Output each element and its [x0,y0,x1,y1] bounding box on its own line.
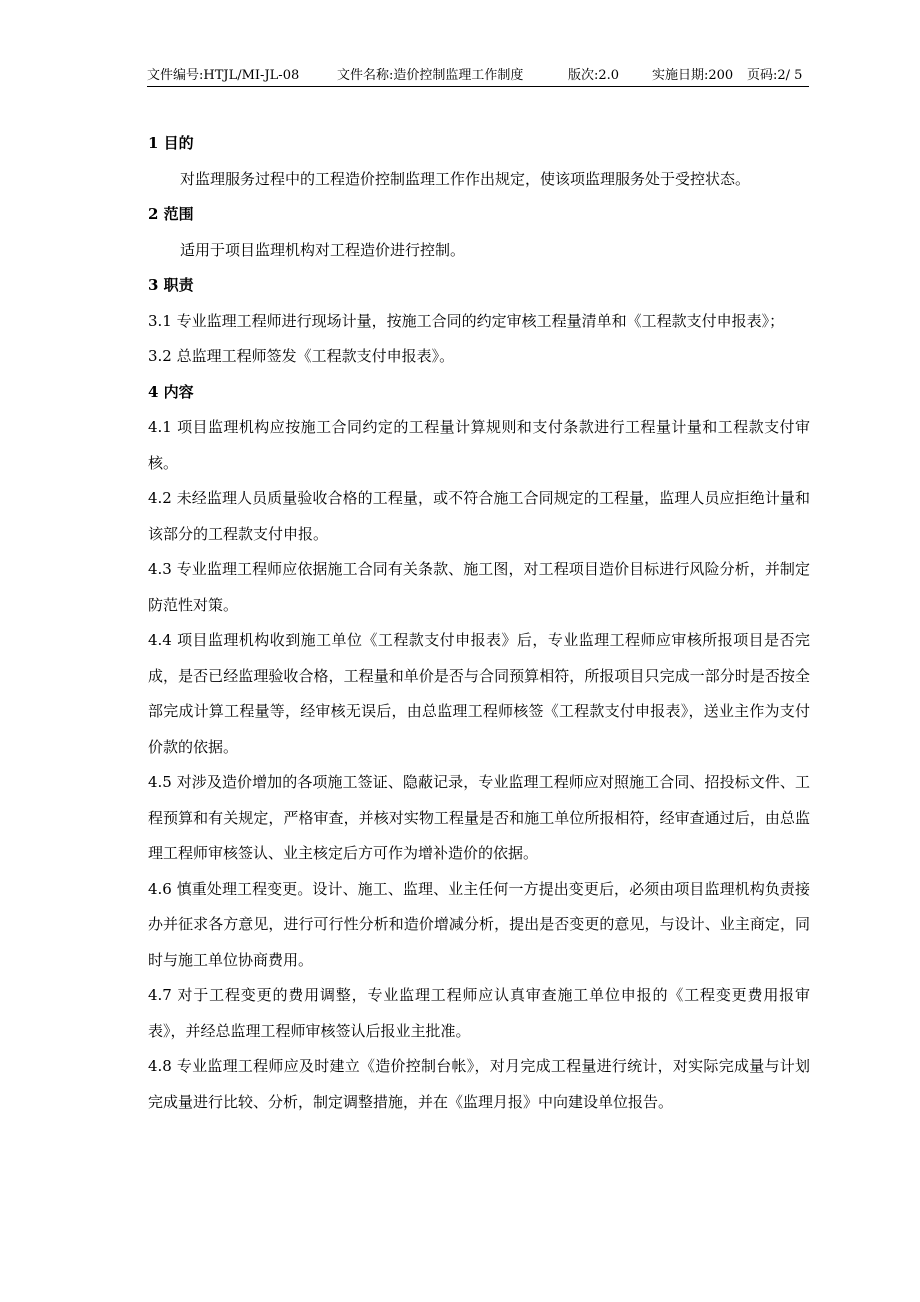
header-document-name: 文件名称:造价控制监理工作制度 [337,68,524,83]
header-version: 版次:2.0 [568,68,620,83]
paragraph-4-6: 4.6 慎重处理工程变更。设计、施工、监理、业主任何一方提出变更后，必须由项目监理机构负责接办并征求各方意见，进行可行性分析和造价增减分析，提出是否变更的意见，与设计、业主商定，同时与施工单位协商费用。 [148,879,810,969]
section-heading-responsibilities: 3 职责 [148,276,194,294]
header-page-number: 页码:2/ 5 [747,68,803,83]
paragraph-4-2: 4.2 未经监理人员质量验收合格的工程量，或不符合施工合同规定的工程量，监理人员应拒绝计量和该部分的工程款支付申报。 [148,489,810,543]
paragraph-4-1: 4.1 项目监理机构应按施工合同约定的工程量计算规则和支付条款进行工程量计量和工程款支付审核。 [148,418,810,472]
header-effective-date: 实施日期:200 [652,68,734,83]
section-heading-purpose: 1 目的 [148,134,194,152]
document-body [148,126,810,1120]
section-heading-content: 4 内容 [148,382,194,401]
paragraph-4-7: 4.7 对于工程变更的费用调整，专业监理工程师应认真审查施工单位申报的《工程变更费用报审表》，并经总监理工程师审核签认后报业主批准。 [148,986,810,1040]
paragraph: 对监理服务过程中的工程造价控制监理工作作出规定，使该项监理服务处于受控状态。 [180,169,751,188]
paragraph-4-3: 4.3 专业监理工程师应依据施工合同有关条款、施工图，对工程项目造价目标进行风险分析，并制定防范性对策。 [148,560,810,614]
paragraph-4-4: 4.4 项目监理机构收到施工单位《工程款支付申报表》后，专业监理工程师应审核所报项目是否完成，是否已经监理验收合格，工程量和单价是否与合同预算相符，所报项目只完成一部分时是否按全部完成计算工程量等，经审核无误后，由总监理工程师核签《工程款支付申报表》，送业主作为支付价款的依据。 [148,631,810,756]
page-header [147,66,809,87]
paragraph-4-8: 4.8 专业监理工程师应及时建立《造价控制台帐》，对月完成工程量进行统计，对实际完成量与计划完成量进行比较、分析，制定调整措施，并在《监理月报》中向建设单位报告。 [148,1057,810,1111]
header-document-number: 文件编号:HTJL/MI-JL-08 [147,68,300,83]
paragraph-3-2: 3.2 总监理工程师签发《工程款支付申报表》。 [148,347,455,365]
paragraph-4-5: 4.5 对涉及造价增加的各项施工签证、隐蔽记录，专业监理工程师应对照施工合同、招投标文件、工程预算和有关规定，严格审查，并核对实物工程量是否和施工单位所报相符，经审查通过后，由总监理工程师审核签认、业主核定后方可作为增补造价的依据。 [148,773,810,862]
section-heading-scope: 2 范围 [148,205,194,223]
paragraph-3-1: 3.1 专业监理工程师进行现场计量，按施工合同的约定审核工程量清单和《工程款支付申报表》； [148,311,785,330]
paragraph: 适用于项目监理机构对工程造价进行控制。 [180,240,466,259]
